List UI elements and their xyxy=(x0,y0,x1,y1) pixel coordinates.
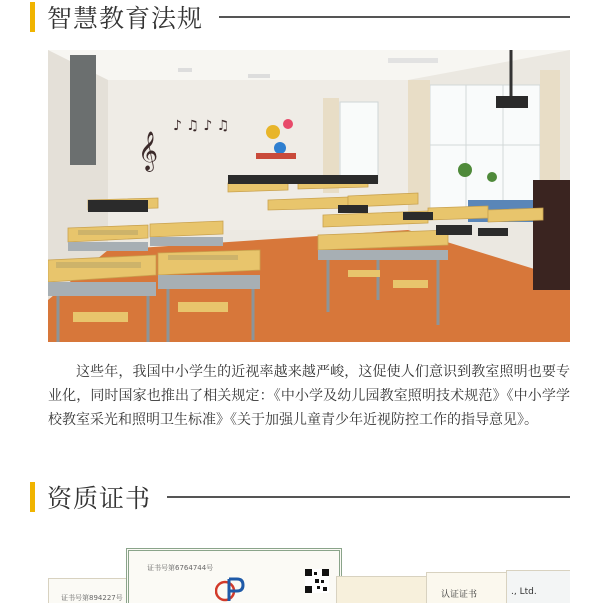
certificate-card xyxy=(336,576,428,603)
qr-code-icon xyxy=(305,569,329,593)
section-header-certificates xyxy=(30,480,570,514)
certificate-label: 认证证书 xyxy=(441,590,478,600)
certificates-strip xyxy=(48,540,570,603)
section-header-regulations xyxy=(30,0,570,34)
svg-text:♪ ♫ ♪ ♫: ♪ ♫ ♪ ♫ xyxy=(173,118,230,134)
accent-bar xyxy=(30,2,35,32)
certificate-card xyxy=(506,570,570,603)
certificate-card xyxy=(126,548,342,603)
certificate-number: 证书号第6764744号 xyxy=(147,564,214,572)
svg-text:𝄞: 𝄞 xyxy=(138,131,159,171)
regulations-paragraph: 这些年，我国中小学生的近视率越来越严峻，这促使人们意识到教室照明也要专业化，同时国家也推出了相关规定：《中小学及幼儿园教室照明技术规范》《中小学学校教室采光和照明卫生标准》《关于加强儿童青少年近视防控工作的指导意见》。 xyxy=(48,364,570,428)
classroom-photo xyxy=(48,50,570,342)
divider-line xyxy=(219,16,570,18)
certificate-label: ., Ltd. xyxy=(511,587,537,597)
patent-emblem-icon xyxy=(215,577,245,603)
section-title: 智慧教育法规 xyxy=(47,4,204,33)
divider-line xyxy=(167,496,570,498)
section-title: 资质证书 xyxy=(47,484,152,513)
certificate-card xyxy=(426,572,508,603)
accent-bar xyxy=(30,482,35,512)
certificate-number: 证书号第894227号 xyxy=(61,594,123,602)
